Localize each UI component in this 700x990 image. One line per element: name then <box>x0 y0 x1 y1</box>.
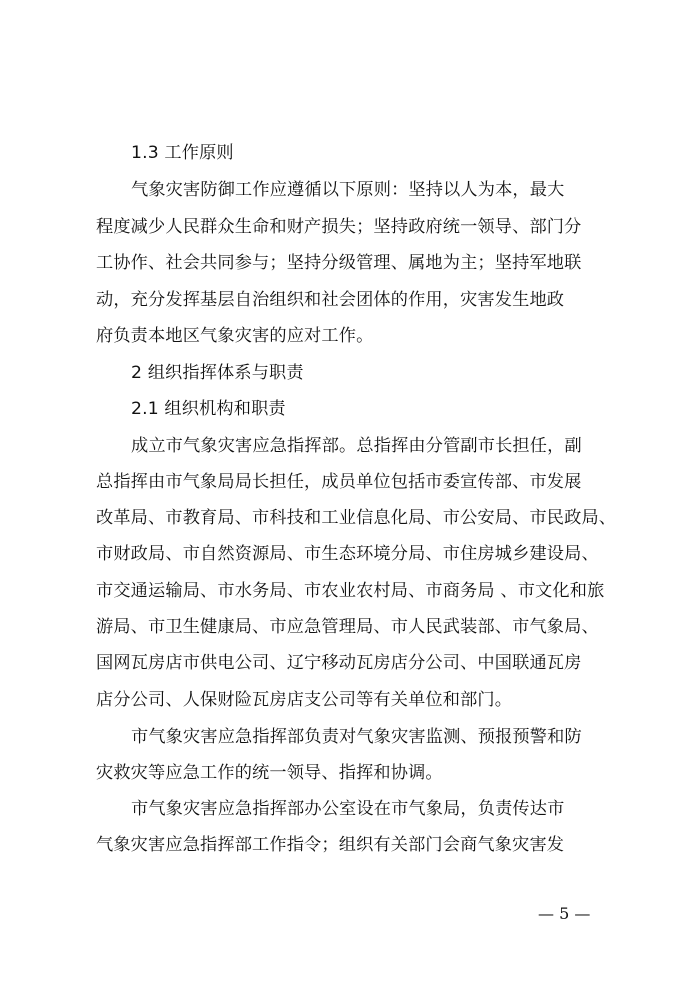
paragraph-line: 市财政局、市自然资源局、市生态环境分局、市住房城乡建设局、 <box>96 544 599 564</box>
section-heading-1-3: 1.3 工作原则 <box>131 143 234 163</box>
paragraph-line: 气象灾害防御工作应遵循以下原则：坚持以人为本，最大 <box>131 180 565 200</box>
paragraph-line: 改革局、市教育局、市科技和工业信息化局、市公安局、市民政局、 <box>96 508 617 528</box>
section-heading-2: 2 组织指挥体系与职责 <box>131 363 304 383</box>
paragraph-line: 动，充分发挥基层自治组织和社会团体的作用，灾害发生地政 <box>96 290 565 310</box>
section-heading-2-1: 2.1 组织机构和职责 <box>131 399 286 419</box>
paragraph-line: 国网瓦房店市供电公司、辽宁移动瓦房店分公司、中国联通瓦房 <box>96 653 582 673</box>
paragraph-line: 市气象灾害应急指挥部负责对气象灾害监测、预报预警和防 <box>131 727 582 747</box>
paragraph-line: 总指挥由市气象局局长担任，成员单位包括市委宣传部、市发展 <box>96 472 582 492</box>
page-number: — 5 — <box>538 904 591 923</box>
paragraph-line: 店分公司、人保财险瓦房店支公司等有关单位和部门。 <box>96 690 513 710</box>
paragraph-line: 市交通运输局、市水务局、市农业农村局、市商务局 、市文化和旅 <box>96 581 605 601</box>
paragraph-line: 市气象灾害应急指挥部办公室设在市气象局，负责传达市 <box>131 799 565 819</box>
paragraph-line: 府负责本地区气象灾害的应对工作。 <box>96 326 374 346</box>
paragraph-line: 成立市气象灾害应急指挥部。总指挥由分管副市长担任，副 <box>131 436 582 456</box>
paragraph-line: 游局、市卫生健康局、市应急管理局、市人民武装部、市气象局、 <box>96 617 599 637</box>
paragraph-line: 工协作、社会共同参与；坚持分级管理、属地为主；坚持军地联 <box>96 253 582 273</box>
paragraph-line: 灾救灾等应急工作的统一领导、指挥和协调。 <box>96 763 443 783</box>
paragraph-line: 气象灾害应急指挥部工作指令；组织有关部门会商气象灾害发 <box>96 835 565 855</box>
paragraph-line: 程度减少人民群众生命和财产损失；坚持政府统一领导、部门分 <box>96 217 582 237</box>
